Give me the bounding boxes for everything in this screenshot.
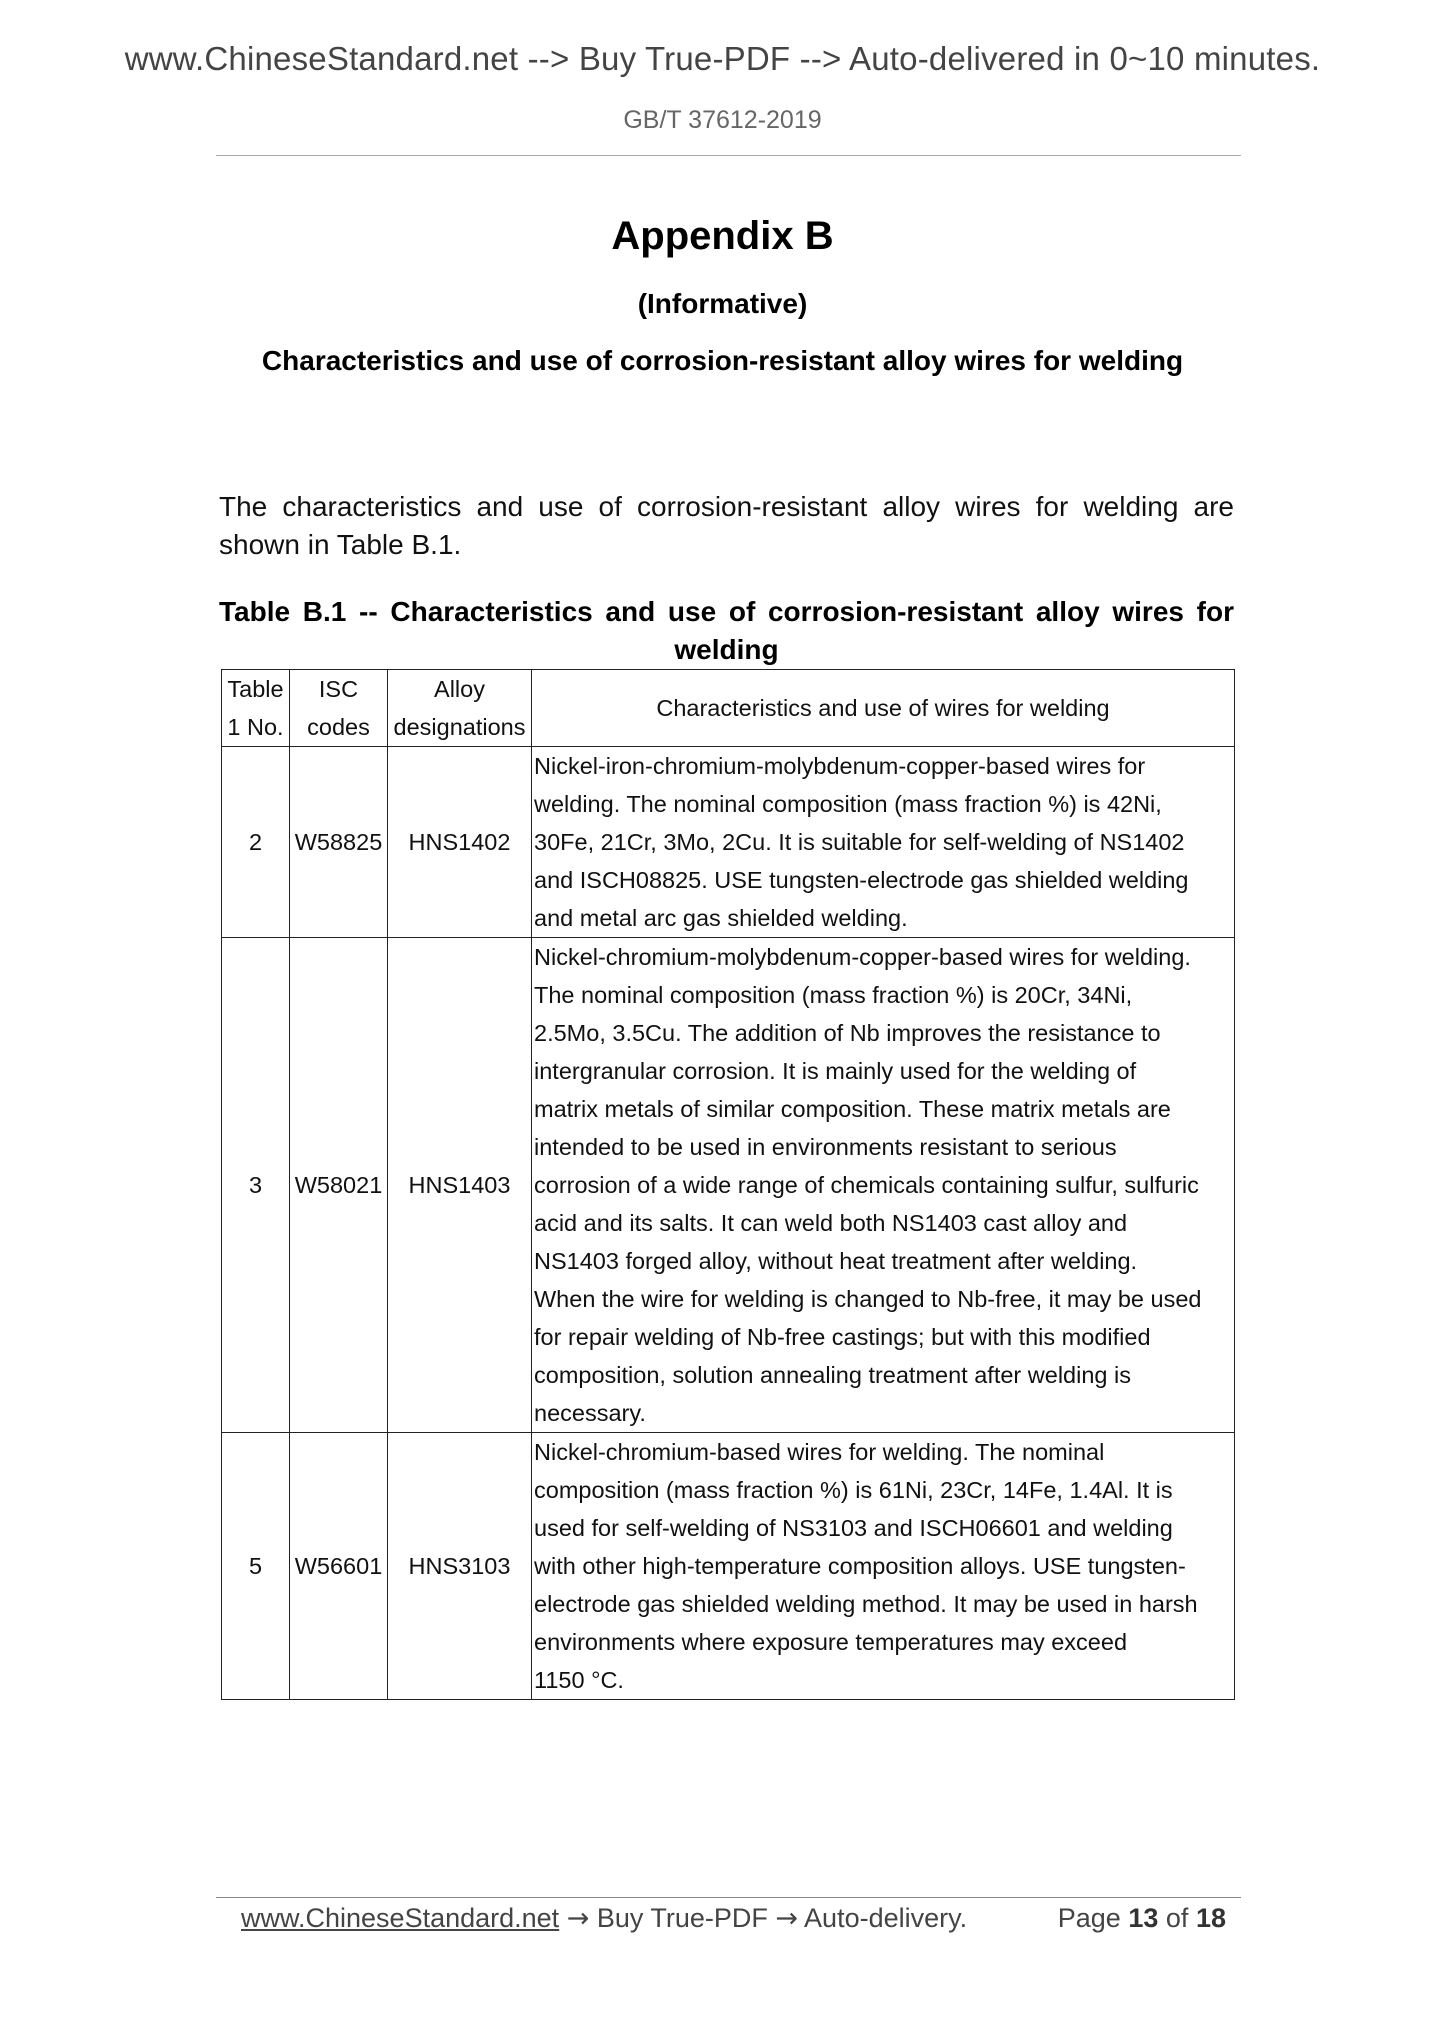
description-line: Nickel-chromium-molybdenum-copper-based wires for welding. <box>534 944 1191 970</box>
table-row <box>222 747 1235 938</box>
intro-paragraph: The characteristics and use of corrosion-resistant alloy wires for welding are shown in Table B.1. <box>219 491 1234 560</box>
row-description <box>532 747 1235 938</box>
row-alloy-designation: HNS3103 <box>388 1433 532 1700</box>
description-line: and metal arc gas shielded welding. <box>534 905 908 931</box>
description-line: necessary. <box>534 1400 646 1426</box>
header-alloy-line1: Alloy <box>434 676 485 702</box>
appendix-title: Appendix B <box>611 214 834 258</box>
table-caption: Table B.1 -- Characteristics and use of corrosion-resistant alloy wires for welding <box>219 596 1234 665</box>
page-of: of <box>1165 1903 1189 1933</box>
description-line: NS1403 forged alloy, without heat treatment after welding. <box>534 1248 1138 1274</box>
description-line: used for self-welding of NS3103 and ISCH06601 and welding <box>534 1515 1173 1541</box>
row-table-no: 3 <box>222 938 290 1433</box>
header-isc-line2: codes <box>307 714 370 740</box>
header-characteristics: Characteristics and use of wires for welding <box>532 670 1235 747</box>
top-banner[interactable]: www.ChineseStandard.net --> Buy True-PDF --> Auto-delivered in 0~10 minutes. <box>124 40 1321 77</box>
table-row <box>222 938 1235 1433</box>
description-line: intended to be used in environments resistant to serious <box>534 1134 1117 1160</box>
table-header-row <box>222 670 1235 747</box>
header-divider <box>216 155 1241 156</box>
description-line: The nominal composition (mass fraction %) is 20Cr, 34Ni, <box>534 982 1133 1008</box>
row-alloy-designation: HNS1402 <box>388 747 532 938</box>
footer-left <box>241 1903 967 1934</box>
page-current: 13 <box>1128 1903 1159 1933</box>
description-line: welding. The nominal composition (mass fraction %) is 42Ni, <box>534 791 1162 817</box>
row-description <box>532 938 1235 1433</box>
page-footer <box>241 1903 1226 1934</box>
footer-divider <box>216 1897 1241 1898</box>
description-line: When the wire for welding is changed to Nb-free, it may be used <box>534 1286 1202 1312</box>
description-line: with other high-temperature composition alloys. USE tungsten- <box>534 1553 1186 1579</box>
appendix-subtitle: Characteristics and use of corrosion-resistant alloy wires for welding <box>261 345 1184 376</box>
page-total: 18 <box>1195 1903 1226 1933</box>
description-line: 2.5Mo, 3.5Cu. The addition of Nb improves the resistance to <box>534 1020 1161 1046</box>
wire-spec-table <box>221 669 1235 1700</box>
row-description <box>532 1433 1235 1700</box>
footer-site-link[interactable]: www.ChineseStandard.net <box>241 1903 560 1933</box>
header-alloy-designations <box>388 670 532 747</box>
header-table-no-line2: 1 No. <box>227 714 284 740</box>
description-line: and ISCH08825. USE tungsten-electrode gas shielded welding <box>534 867 1189 893</box>
description-line: intergranular corrosion. It is mainly used for the welding of <box>534 1058 1137 1084</box>
appendix-note: (Informative) <box>637 288 808 319</box>
row-table-no: 5 <box>222 1433 290 1700</box>
description-line: corrosion of a wide range of chemicals containing sulfur, sulfuric <box>534 1172 1199 1198</box>
description-line: acid and its salts. It can weld both NS1403 cast alloy and <box>534 1210 1128 1236</box>
header-alloy-line2: designations <box>393 714 526 740</box>
description-line: 1150 °C. <box>534 1667 624 1693</box>
header-table-no <box>222 670 290 747</box>
row-alloy-designation: HNS1403 <box>388 938 532 1433</box>
footer-delivery-text: Auto-delivery. <box>804 1903 968 1933</box>
description-line: 30Fe, 21Cr, 3Mo, 2Cu. It is suitable for self-welding of NS1402 <box>534 829 1185 855</box>
row-isc-code: W58021 <box>290 938 388 1433</box>
description-line: Nickel-iron-chromium-molybdenum-copper-based wires for <box>534 753 1146 779</box>
table-row <box>222 1433 1235 1700</box>
table-body <box>222 747 1235 1700</box>
description-line: electrode gas shielded welding method. It may be used in harsh <box>534 1591 1198 1617</box>
row-isc-code: W58825 <box>290 747 388 938</box>
arrow-right-icon: → <box>566 1903 590 1934</box>
page-label: Page <box>1057 1903 1121 1933</box>
description-line: composition (mass fraction %) is 61Ni, 23Cr, 14Fe, 1.4Al. It is <box>534 1477 1173 1503</box>
description-line: matrix metals of similar composition. These matrix metals are <box>534 1096 1171 1122</box>
page-indicator <box>1058 1903 1226 1934</box>
footer-buy-text: Buy True-PDF <box>596 1903 768 1933</box>
standard-number: GB/T 37612-2019 <box>623 106 822 134</box>
header-isc-line1: ISC <box>318 676 359 702</box>
description-line: Nickel-chromium-based wires for welding. The nominal <box>534 1439 1105 1465</box>
description-line: for repair welding of Nb-free castings; but with this modified <box>534 1324 1151 1350</box>
arrow-right-icon: → <box>775 1903 799 1934</box>
description-line: environments where exposure temperatures may exceed <box>534 1629 1128 1655</box>
header-isc-codes <box>290 670 388 747</box>
description-line: composition, solution annealing treatment after welding is <box>534 1362 1131 1388</box>
row-isc-code: W56601 <box>290 1433 388 1700</box>
header-table-no-line1: Table <box>227 676 284 702</box>
row-table-no: 2 <box>222 747 290 938</box>
